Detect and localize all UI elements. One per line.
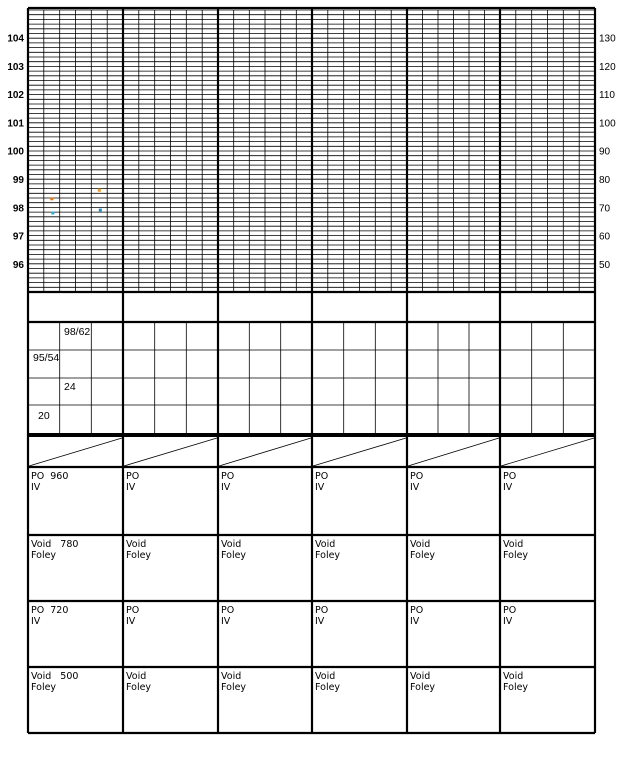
io-cell[interactable]: Void Foley [315, 671, 341, 693]
temperature-reading-point [98, 189, 101, 192]
pulse-axis-label: 50 [599, 259, 611, 271]
io-cell[interactable]: PO IV [503, 471, 517, 493]
io-cell[interactable]: PO IV [315, 605, 329, 627]
pulse-axis-label: 80 [599, 175, 611, 186]
io-cell[interactable]: PO 960 IV [31, 471, 69, 493]
temperature-axis-label: 101 [7, 118, 24, 130]
diagonal-header-cell [219, 438, 311, 466]
io-cell[interactable]: Void Foley [221, 539, 247, 561]
io-cell[interactable]: PO IV [126, 471, 140, 493]
blood-pressure-reading: 98/62 [64, 326, 91, 338]
io-cell[interactable]: PO 720 IV [31, 605, 69, 627]
temperature-axis-label: 99 [12, 175, 24, 186]
blood-pressure-reading: 95/54 [33, 352, 60, 364]
temperature-axis-label: 100 [7, 146, 24, 158]
io-cell[interactable]: PO IV [126, 605, 140, 627]
io-cell[interactable]: Void Foley [503, 671, 529, 693]
section-divider-heavy [28, 433, 595, 437]
pulse-axis-label: 70 [599, 203, 611, 215]
pulse-axis-label: 90 [599, 146, 611, 158]
io-cell[interactable]: Void Foley [410, 671, 436, 693]
temperature-axis-label: 103 [7, 61, 24, 73]
io-cell[interactable]: Void Foley [126, 671, 152, 693]
pulse-reading-point [99, 209, 102, 212]
io-cell[interactable]: PO IV [410, 605, 424, 627]
diagonal-header-cell [29, 438, 122, 466]
io-cell[interactable]: PO IV [221, 605, 235, 627]
io-cell[interactable]: Void 500 Foley [31, 671, 79, 693]
diagonal-header-cell [501, 438, 594, 466]
diagonal-header-cell [124, 438, 217, 466]
respiration-reading: 20 [38, 410, 50, 422]
io-cell[interactable]: Void Foley [126, 539, 152, 561]
pulse-axis-label: 100 [599, 118, 616, 130]
temperature-axis-label: 102 [7, 90, 24, 102]
io-cell[interactable]: PO IV [410, 471, 424, 493]
diagonal-header-cell [408, 438, 499, 466]
temperature-axis-label: 96 [12, 259, 24, 271]
io-cell[interactable]: Void 780 Foley [31, 539, 79, 561]
temperature-axis-label: 98 [12, 203, 24, 215]
respiration-reading: 24 [64, 381, 76, 393]
temperature-axis-label: 104 [7, 33, 24, 45]
io-cell[interactable]: Void Foley [221, 671, 247, 693]
pulse-axis-label: 120 [599, 61, 616, 73]
temperature-axis-label: 97 [12, 231, 24, 243]
pulse-axis-label: 110 [599, 90, 615, 102]
temperature-reading-point [50, 197, 53, 200]
io-cell[interactable]: PO IV [503, 605, 517, 627]
io-cell[interactable]: Void Foley [315, 539, 341, 561]
io-cell[interactable]: Void Foley [503, 539, 529, 561]
io-cell[interactable]: PO IV [221, 471, 235, 493]
pulse-axis-label: 60 [599, 231, 611, 243]
io-cell[interactable]: Void Foley [410, 539, 436, 561]
diagonal-header-cell [313, 438, 406, 466]
pulse-axis-label: 130 [599, 33, 616, 45]
io-cell[interactable]: PO IV [315, 471, 329, 493]
pulse-reading-point [51, 212, 54, 215]
